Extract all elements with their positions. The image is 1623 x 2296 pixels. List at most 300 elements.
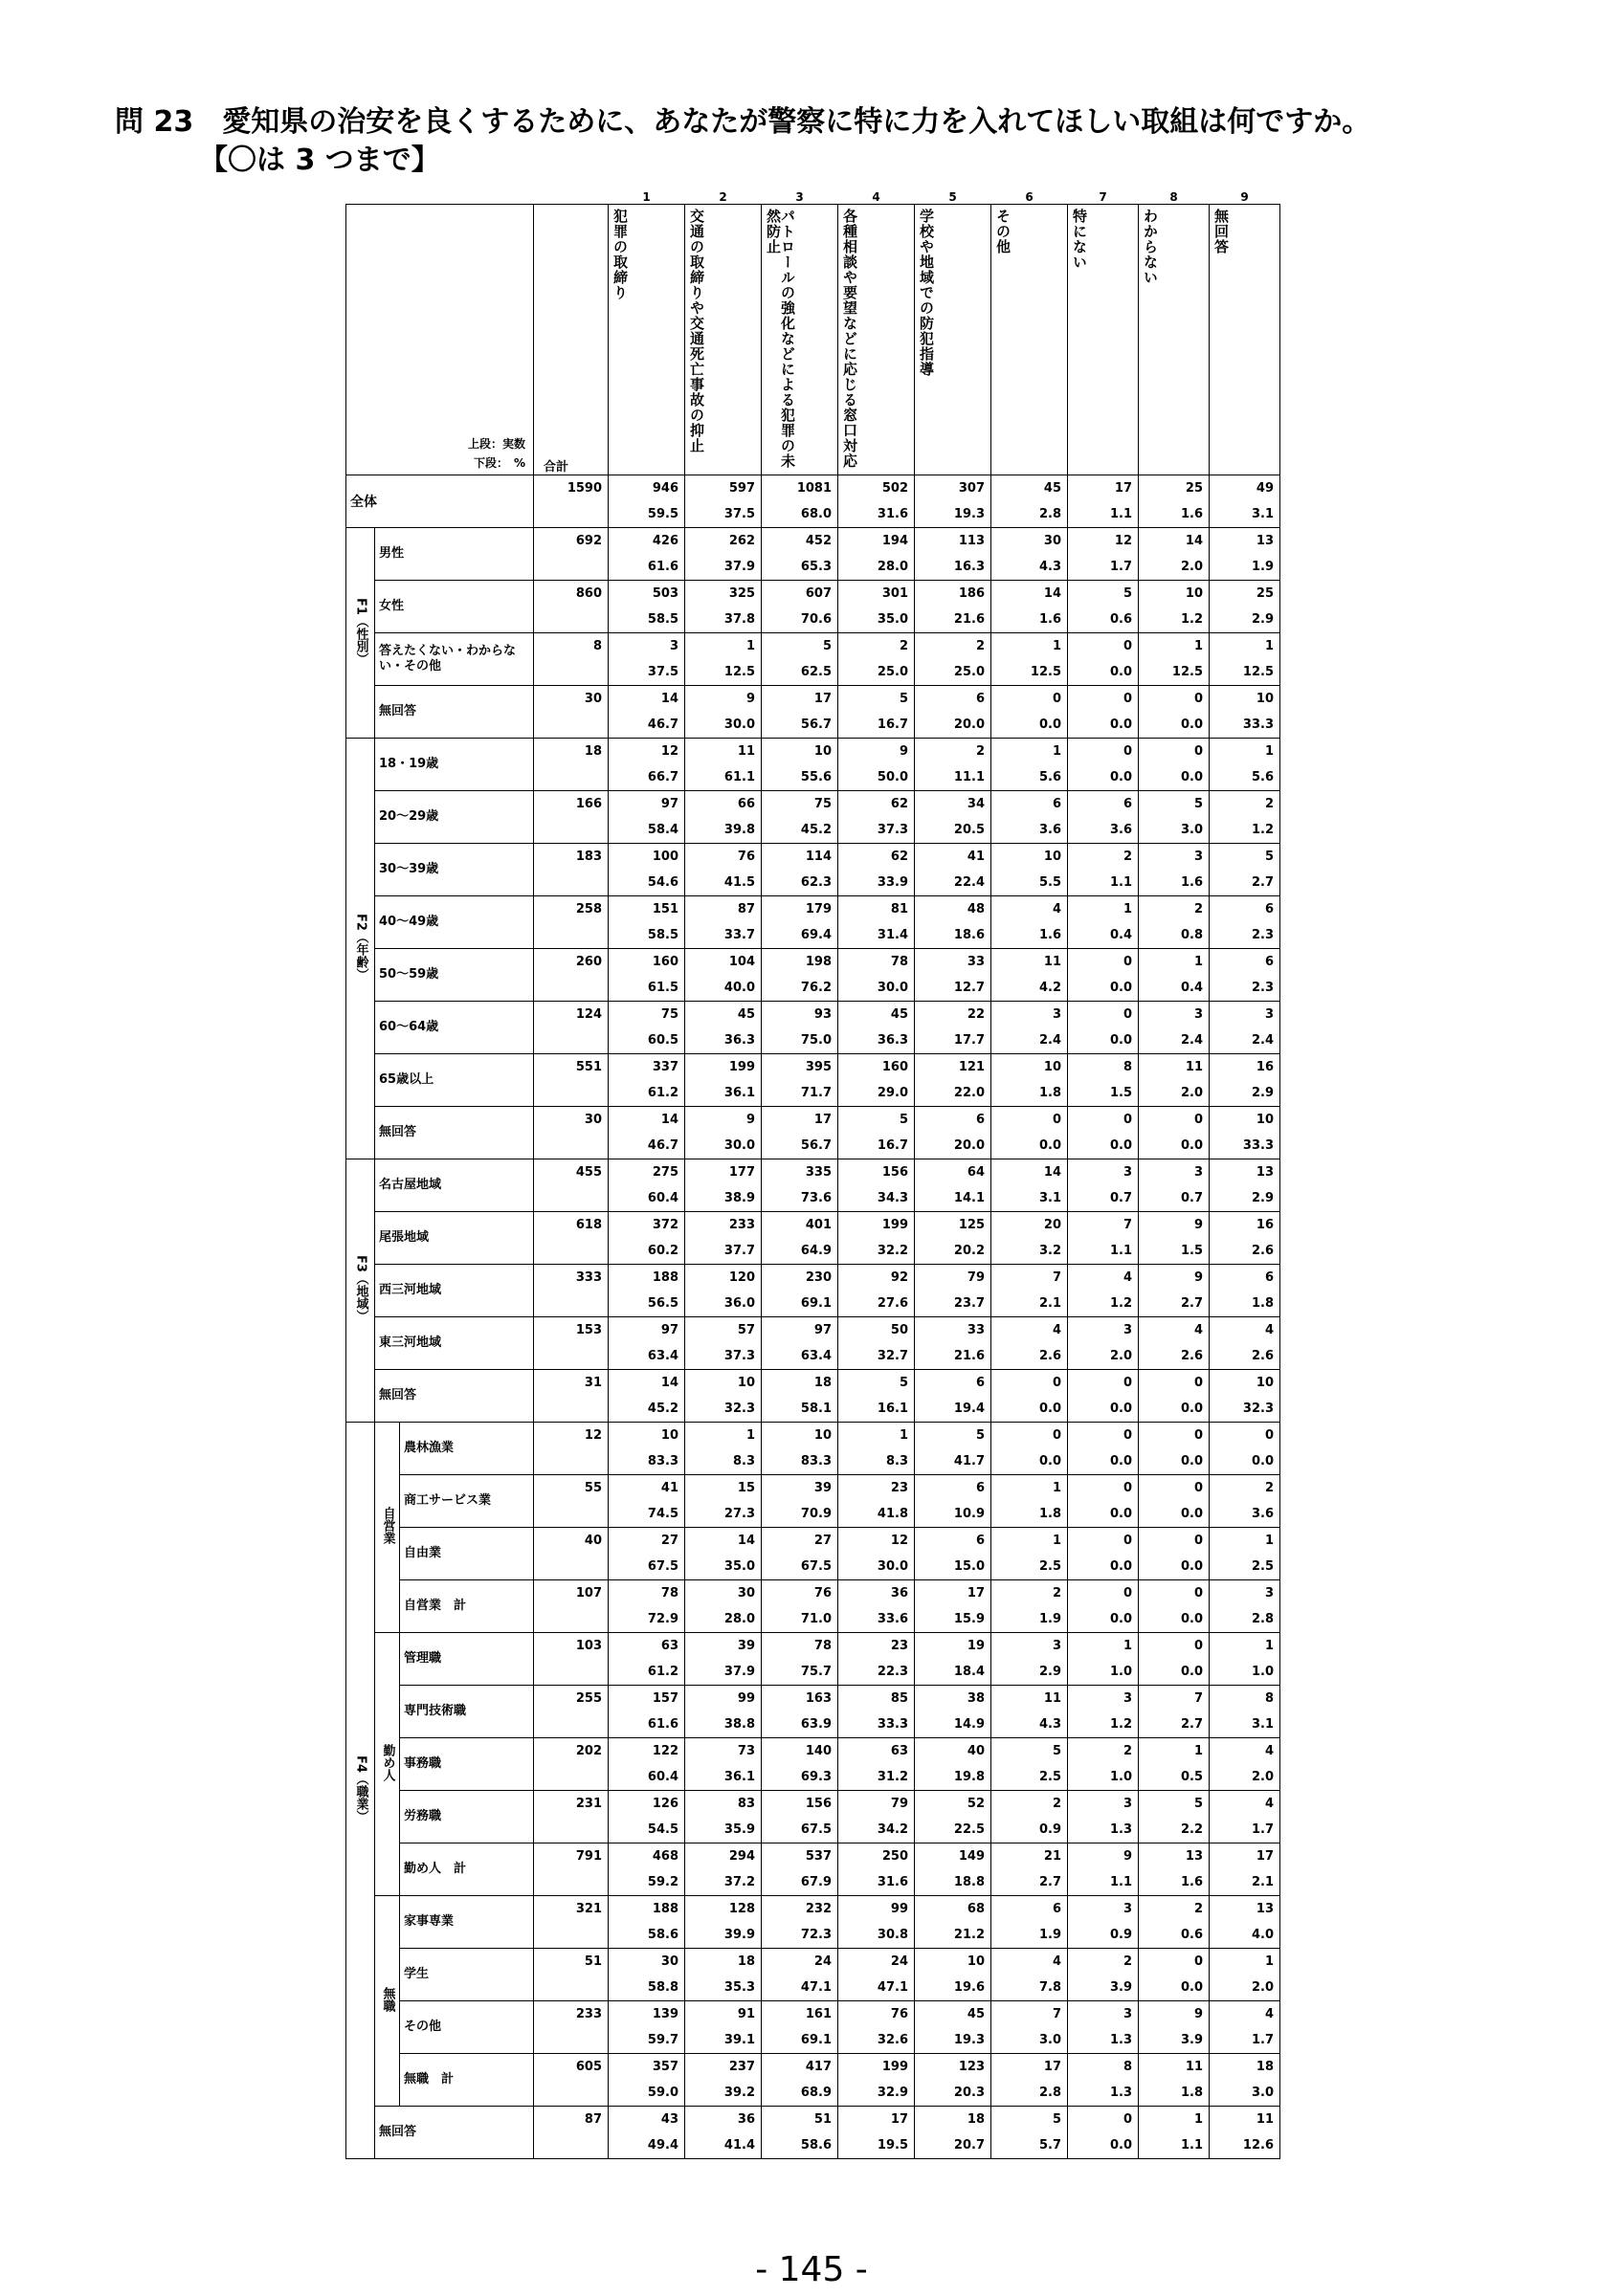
data-cell <box>1139 1791 1210 1843</box>
percent-value: 2.7 <box>1038 1875 1061 1889</box>
percent-value: 1.7 <box>1251 2033 1274 2047</box>
percent-value: 1.2 <box>1109 1717 1132 1732</box>
count-value: 122 <box>652 1744 678 1758</box>
table-row <box>346 2107 1280 2159</box>
count-value: 7 <box>1123 1218 1132 1232</box>
data-cell <box>1210 1002 1280 1054</box>
group-label: F4（職業） <box>353 1755 368 1822</box>
count-value: 9 <box>745 1113 755 1127</box>
data-cell <box>1139 1265 1210 1317</box>
data-cell <box>991 1107 1068 1159</box>
data-cell <box>1139 1475 1210 1528</box>
header-row <box>346 205 1280 475</box>
percent-value: 41.8 <box>877 1507 908 1521</box>
percent-value: 31.6 <box>877 507 908 521</box>
total-count <box>534 1580 609 1633</box>
table-row <box>346 1738 1280 1791</box>
count-value: 0 <box>1193 1586 1203 1601</box>
percent-value: 16.7 <box>877 718 908 732</box>
percent-value: 16.3 <box>953 560 985 574</box>
percent-value: 0.0 <box>1038 718 1061 732</box>
percent-value: 1.9 <box>1251 560 1274 574</box>
table-row <box>346 1002 1280 1054</box>
data-cell <box>1139 686 1210 739</box>
total-value: 124 <box>575 1007 602 1022</box>
percent-value: 12.5 <box>1030 665 1061 679</box>
subgroup-label-cell <box>375 1896 400 2107</box>
data-cell <box>1068 475 1139 528</box>
data-cell <box>915 896 991 949</box>
data-cell <box>1139 1054 1210 1107</box>
data-cell <box>1210 1843 1280 1896</box>
percent-value: 37.9 <box>723 560 755 574</box>
data-cell <box>609 1686 685 1738</box>
count-value: 14 <box>737 1534 755 1548</box>
total-value: 12 <box>584 1428 602 1443</box>
data-cell <box>685 1633 762 1686</box>
count-value: 120 <box>728 1270 755 1285</box>
percent-value: 1.6 <box>1038 612 1061 627</box>
data-cell <box>685 1475 762 1528</box>
percent-value: 1.2 <box>1251 823 1274 837</box>
percent-value: 31.4 <box>877 928 908 942</box>
count-value: 0 <box>1123 2112 1132 2127</box>
total-value: 605 <box>575 2060 602 2074</box>
row-label: 東三河地域 <box>375 1317 534 1370</box>
percent-value: 3.9 <box>1180 2033 1203 2047</box>
data-cell <box>1068 1423 1139 1475</box>
count-value: 0 <box>1193 1481 1203 1495</box>
count-value: 395 <box>805 1060 832 1074</box>
count-value: 17 <box>813 692 832 706</box>
percent-value: 71.7 <box>800 1086 832 1100</box>
data-cell <box>609 1317 685 1370</box>
percent-value: 2.3 <box>1251 928 1274 942</box>
count-value: 10 <box>1043 1060 1061 1074</box>
count-value: 6 <box>975 692 985 706</box>
row-label: 労務職 <box>400 1791 534 1843</box>
total-value: 860 <box>575 586 602 601</box>
data-cell <box>685 1212 762 1265</box>
data-cell <box>915 1949 991 2001</box>
data-cell <box>991 896 1068 949</box>
total-value: 260 <box>575 955 602 969</box>
percent-value: 1.6 <box>1038 928 1061 942</box>
count-value: 9 <box>1193 1218 1203 1232</box>
percent-value: 25.0 <box>877 665 908 679</box>
data-cell <box>762 1107 838 1159</box>
percent-value: 4.3 <box>1038 560 1061 574</box>
blank-cell <box>346 188 609 205</box>
percent-value: 2.9 <box>1251 1191 1274 1205</box>
data-cell <box>991 1791 1068 1843</box>
data-cell <box>838 1475 915 1528</box>
row-label: 家事専業 <box>400 1896 534 1949</box>
column-header <box>685 205 762 475</box>
data-cell <box>685 1423 762 1475</box>
count-value: 4 <box>1264 1797 1274 1811</box>
count-value: 1 <box>1264 1954 1274 1969</box>
table-row <box>346 1843 1280 1896</box>
percent-value: 20.0 <box>953 1138 985 1153</box>
percent-value: 34.3 <box>877 1191 908 1205</box>
data-cell <box>762 1317 838 1370</box>
data-cell <box>1210 1528 1280 1580</box>
table-row <box>346 1896 1280 1949</box>
data-cell <box>991 1054 1068 1107</box>
data-cell <box>609 1896 685 1949</box>
data-cell <box>991 528 1068 581</box>
data-cell <box>685 1686 762 1738</box>
data-cell <box>685 1317 762 1370</box>
data-cell <box>838 1528 915 1580</box>
data-cell <box>838 528 915 581</box>
table-row <box>346 1212 1280 1265</box>
percent-value: 8.3 <box>732 1454 755 1468</box>
percent-value: 0.5 <box>1180 1770 1203 1784</box>
percent-value: 0.4 <box>1109 928 1132 942</box>
data-cell <box>762 1896 838 1949</box>
percent-value: 47.1 <box>800 1980 832 1995</box>
count-value: 1 <box>1123 902 1132 916</box>
count-value: 10 <box>967 1954 985 1969</box>
count-value: 10 <box>813 1428 832 1443</box>
data-cell <box>838 1054 915 1107</box>
percent-value: 30.8 <box>877 1928 908 1942</box>
count-value: 151 <box>652 902 678 916</box>
count-value: 262 <box>728 534 755 548</box>
percent-value: 20.0 <box>953 718 985 732</box>
percent-value: 36.3 <box>723 1033 755 1048</box>
percent-value: 37.7 <box>723 1244 755 1258</box>
total-count <box>534 844 609 896</box>
percent-value: 37.8 <box>723 612 755 627</box>
data-cell <box>1210 633 1280 686</box>
column-header <box>1139 205 1210 475</box>
count-value: 0 <box>1052 1113 1061 1127</box>
count-value: 5 <box>822 639 832 653</box>
count-value: 16 <box>1256 1060 1274 1074</box>
percent-value: 0.0 <box>1038 1138 1061 1153</box>
data-cell <box>1068 1054 1139 1107</box>
count-value: 24 <box>813 1954 832 1969</box>
count-value: 23 <box>890 1639 908 1653</box>
percent-value: 54.5 <box>647 1822 678 1837</box>
data-cell <box>1068 1159 1139 1212</box>
count-value: 160 <box>881 1060 908 1074</box>
count-value: 63 <box>660 1639 678 1653</box>
percent-value: 1.1 <box>1180 2138 1203 2152</box>
count-value: 230 <box>805 1270 832 1285</box>
percent-value: 1.1 <box>1109 507 1132 521</box>
percent-value: 2.0 <box>1109 1349 1132 1363</box>
total-count <box>534 1738 609 1791</box>
group-label: F1（性別） <box>353 597 368 665</box>
data-cell <box>1210 475 1280 528</box>
data-cell <box>838 2054 915 2107</box>
count-value: 3 <box>1264 1586 1274 1601</box>
column-header-label: 犯罪の取締り <box>611 209 629 300</box>
data-cell <box>991 1633 1068 1686</box>
data-cell <box>915 1107 991 1159</box>
percent-value: 3.6 <box>1251 1507 1274 1521</box>
data-cell <box>762 949 838 1002</box>
count-value: 17 <box>1256 1849 1274 1864</box>
percent-value: 2.6 <box>1251 1244 1274 1258</box>
count-value: 301 <box>881 586 908 601</box>
data-cell <box>609 844 685 896</box>
percent-value: 1.9 <box>1038 1928 1061 1942</box>
data-cell <box>1068 1633 1139 1686</box>
column-header <box>762 205 838 475</box>
data-cell <box>1210 1265 1280 1317</box>
percent-value: 2.9 <box>1251 612 1274 627</box>
count-value: 5 <box>1193 1797 1203 1811</box>
data-cell <box>1210 581 1280 633</box>
data-cell <box>838 475 915 528</box>
count-value: 104 <box>728 955 755 969</box>
percent-value: 2.7 <box>1251 875 1274 890</box>
percent-value: 56.7 <box>800 1138 832 1153</box>
count-value: 78 <box>813 1639 832 1653</box>
count-value: 188 <box>652 1902 678 1916</box>
data-cell <box>1068 2001 1139 2054</box>
data-cell <box>1210 1686 1280 1738</box>
count-value: 2 <box>1123 850 1132 864</box>
percent-value: 1.1 <box>1109 1875 1132 1889</box>
percent-value: 58.1 <box>800 1402 832 1416</box>
data-cell <box>838 1896 915 1949</box>
percent-value: 1.8 <box>1038 1086 1061 1100</box>
count-value: 11 <box>1043 955 1061 969</box>
percent-value: 3.0 <box>1038 2033 1061 2047</box>
percent-value: 35.0 <box>723 1559 755 1574</box>
count-value: 1 <box>1052 1534 1061 1548</box>
data-cell <box>991 791 1068 844</box>
total-count <box>534 1054 609 1107</box>
data-cell <box>1068 739 1139 791</box>
count-value: 12 <box>890 1534 908 1548</box>
count-value: 62 <box>890 850 908 864</box>
total-count <box>534 2054 609 2107</box>
percent-value: 0.0 <box>1109 981 1132 995</box>
percent-value: 33.3 <box>1242 1138 1274 1153</box>
data-cell <box>838 1738 915 1791</box>
percent-value: 4.3 <box>1038 1717 1061 1732</box>
percent-value: 31.6 <box>877 1875 908 1889</box>
data-cell <box>762 1475 838 1528</box>
count-value: 250 <box>881 1849 908 1864</box>
count-value: 78 <box>890 955 908 969</box>
percent-value: 2.5 <box>1038 1770 1061 1784</box>
data-cell <box>609 791 685 844</box>
data-cell <box>1139 1686 1210 1738</box>
legend-cell <box>346 205 534 475</box>
count-value: 198 <box>805 955 832 969</box>
percent-value: 2.7 <box>1180 1717 1203 1732</box>
percent-value: 27.3 <box>723 1507 755 1521</box>
percent-value: 34.2 <box>877 1822 908 1837</box>
percent-value: 0.0 <box>1251 1454 1274 1468</box>
data-cell <box>915 2001 991 2054</box>
percent-value: 41.5 <box>723 875 755 890</box>
percent-value: 1.0 <box>1109 1665 1132 1679</box>
percent-value: 3.6 <box>1038 823 1061 837</box>
count-value: 0 <box>1123 1586 1132 1601</box>
data-cell <box>1210 1896 1280 1949</box>
data-cell <box>1068 1686 1139 1738</box>
count-value: 2 <box>1264 1481 1274 1495</box>
percent-value: 20.7 <box>953 2138 985 2152</box>
percent-value: 71.0 <box>800 1612 832 1626</box>
count-value: 426 <box>652 534 678 548</box>
total-value: 692 <box>575 534 602 548</box>
row-label: 60～64歳 <box>375 1002 534 1054</box>
data-cell <box>685 1580 762 1633</box>
overall-row <box>346 475 1280 528</box>
percent-value: 2.4 <box>1251 1033 1274 1048</box>
percent-value: 0.0 <box>1109 1507 1132 1521</box>
total-count <box>534 1686 609 1738</box>
data-cell <box>1210 1212 1280 1265</box>
data-cell <box>838 1791 915 1843</box>
count-value: 14 <box>660 692 678 706</box>
data-cell <box>609 1423 685 1475</box>
count-value: 6 <box>975 1481 985 1495</box>
data-cell <box>838 1107 915 1159</box>
data-cell <box>1210 1370 1280 1423</box>
percent-value: 41.4 <box>723 2138 755 2152</box>
table-row <box>346 1528 1280 1580</box>
count-value: 8 <box>1123 1060 1132 1074</box>
percent-value: 2.4 <box>1180 1033 1203 1048</box>
count-value: 114 <box>805 850 832 864</box>
percent-value: 12.6 <box>1242 2138 1274 2152</box>
count-value: 6 <box>1264 902 1274 916</box>
count-value: 10 <box>1256 1376 1274 1390</box>
table-row <box>346 1633 1280 1686</box>
data-cell <box>762 1212 838 1265</box>
percent-value: 0.7 <box>1180 1191 1203 1205</box>
count-value: 1 <box>1193 1744 1203 1758</box>
row-label: 無回答 <box>375 2107 534 2159</box>
data-cell <box>1068 1738 1139 1791</box>
count-value: 45 <box>967 2007 985 2021</box>
count-value: 2 <box>1052 1586 1061 1601</box>
data-cell <box>762 475 838 528</box>
data-cell <box>915 528 991 581</box>
data-cell <box>762 1528 838 1580</box>
percent-value: 14.1 <box>953 1191 985 1205</box>
percent-value: 64.9 <box>800 1244 832 1258</box>
count-value: 15 <box>737 1481 755 1495</box>
count-value: 156 <box>881 1165 908 1180</box>
percent-value: 0.0 <box>1180 1980 1203 1995</box>
data-cell <box>838 949 915 1002</box>
data-cell <box>1210 686 1280 739</box>
data-cell <box>991 1159 1068 1212</box>
count-value: 3 <box>1052 1639 1061 1653</box>
data-cell <box>915 1843 991 1896</box>
percent-value: 61.2 <box>647 1086 678 1100</box>
data-cell <box>1139 1580 1210 1633</box>
count-value: 76 <box>737 850 755 864</box>
total-value: 791 <box>575 1849 602 1864</box>
data-cell <box>991 1949 1068 2001</box>
percent-value: 59.2 <box>647 1875 678 1889</box>
data-cell <box>609 1949 685 2001</box>
data-cell <box>609 1843 685 1896</box>
count-value: 597 <box>728 481 755 496</box>
count-value: 0 <box>1193 1639 1203 1653</box>
percent-value: 20.3 <box>953 2086 985 2100</box>
count-value: 2 <box>1193 1902 1203 1916</box>
column-header-label: 学校や地域での防犯指導 <box>918 209 935 377</box>
data-cell <box>1139 1423 1210 1475</box>
data-cell <box>838 1317 915 1370</box>
data-cell <box>915 844 991 896</box>
data-cell <box>685 2001 762 2054</box>
count-value: 10 <box>813 744 832 759</box>
total-value: 231 <box>575 1797 602 1811</box>
count-value: 7 <box>1052 1270 1061 1285</box>
group-label-cell <box>346 739 375 1159</box>
data-cell <box>609 739 685 791</box>
count-value: 79 <box>890 1797 908 1811</box>
count-value: 0 <box>1193 744 1203 759</box>
percent-value: 59.7 <box>647 2033 678 2047</box>
subgroup-label-cell <box>375 1423 400 1633</box>
column-number: 7 <box>1099 190 1107 204</box>
percent-value: 2.5 <box>1038 1559 1061 1574</box>
group-label: F2（年齢） <box>353 913 368 981</box>
count-value: 87 <box>737 902 755 916</box>
percent-value: 21.6 <box>953 612 985 627</box>
percent-value: 35.3 <box>723 1980 755 1995</box>
data-cell <box>1068 633 1139 686</box>
total-value: 233 <box>575 2007 602 2021</box>
data-cell <box>991 686 1068 739</box>
percent-value: 16.1 <box>877 1402 908 1416</box>
count-value: 3 <box>1193 1165 1203 1180</box>
count-value: 4 <box>1264 2007 1274 2021</box>
data-cell <box>1139 2107 1210 2159</box>
count-value: 1 <box>1264 1534 1274 1548</box>
data-cell <box>838 2001 915 2054</box>
percent-value: 45.2 <box>647 1402 678 1416</box>
data-cell <box>1139 633 1210 686</box>
percent-value: 58.5 <box>647 928 678 942</box>
percent-value: 39.1 <box>723 2033 755 2047</box>
percent-value: 3.0 <box>1251 2086 1274 2100</box>
data-cell <box>1068 1212 1139 1265</box>
count-value: 156 <box>805 1797 832 1811</box>
data-cell <box>1139 1002 1210 1054</box>
total-value: 333 <box>575 1270 602 1285</box>
data-cell <box>1210 528 1280 581</box>
percent-value: 12.7 <box>953 981 985 995</box>
percent-value: 54.6 <box>647 875 678 890</box>
count-value: 8 <box>1264 1691 1274 1706</box>
total-count <box>534 1002 609 1054</box>
data-cell <box>762 2054 838 2107</box>
count-value: 0 <box>1123 744 1132 759</box>
data-cell <box>1139 528 1210 581</box>
percent-value: 67.9 <box>800 1875 832 1889</box>
data-cell <box>991 739 1068 791</box>
data-cell <box>762 1054 838 1107</box>
percent-value: 33.7 <box>723 928 755 942</box>
